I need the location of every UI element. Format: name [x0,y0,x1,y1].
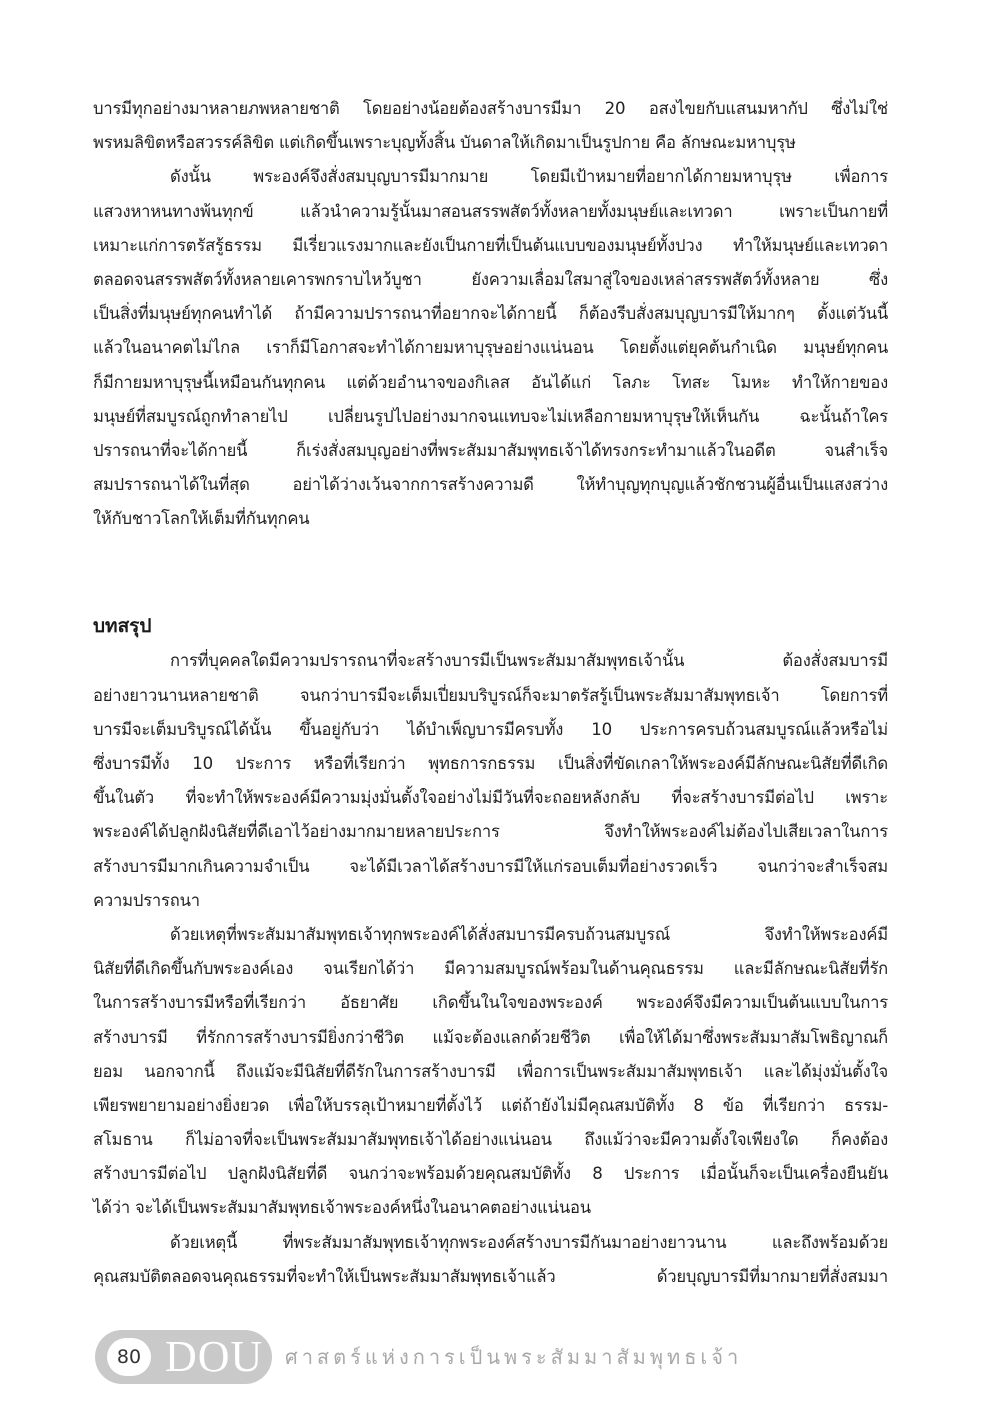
text-line: ตลอดจนสรรพสัตว์ทั้งหลายเคารพกราบไหว้บูชา ยังความเลื่อมใสมาสู่ใจของเหล่าสรรพสัตว์ทั้งหลาย ซึ่ง [93,269,888,289]
text-line: คุณสมบัติตลอดจนคุณธรรมที่จะทำให้เป็นพระสัมมาสัมพุทธเจ้าแล้ว ด้วยบุญบารมีที่มากมายที่สั่งสมมา [93,1266,888,1286]
text-line: แล้วในอนาคตไม่ไกล เราก็มีโอกาสจะทำได้กายมหาบุรุษอย่างแน่นอน โดยตั้งแต่ยุคต้นกำเนิด มนุษย์ทุกคน [93,338,888,358]
paragraph [93,160,888,536]
text-line: บารมีจะเต็มบริบูรณ์ได้นั้น ขึ้นอยู่กับว่า ได้บำเพ็ญบารมีครบทั้ง 10 ประการครบถ้วนสมบูรณ์แล้วหรือไม่ [93,719,888,739]
text-line: เป็นสิ่งที่มนุษย์ทุกคนทำได้ ถ้ามีความปรารถนาที่อยากจะได้กายนี้ ก็ต้องรีบสั่งสมบุญบารมีให้มากๆ ตั้งแต่วันนี้ [93,304,888,324]
text-line: มนุษย์ที่สมบูรณ์ถูกทำลายไป เปลี่ยนรูปไปอย่างมากจนแทบจะไม่เหลือกายมหาบุรุษให้เห็นกัน ฉะนั้นถ้าใคร [93,406,888,426]
section-heading: บทสรุป [93,615,152,638]
book-title: ศาสตร์แห่งการเป็นพระสัมมาสัมพุทธเจ้า [285,1345,743,1369]
section-gap [93,536,888,604]
paragraph [93,92,888,160]
text-line: แสวงหาหนทางพ้นทุกข์ แล้วนำความรู้นั้นมาสอนสรรพสัตว์ทั้งหลายทั้งมนุษย์และเทวดา เพราะเป็นกายที่ [93,201,888,221]
text-line: ความปรารถนา [93,890,200,910]
text-line: พรหมลิขิตหรือสวรรค์ลิขิต แต่เกิดขึ้นเพราะบุญทั้งสิ้น บันดาลให้เกิดมาเป็นรูปกาย คือ ลักษณะมหาบุรุษ [93,133,796,153]
paragraph [93,1226,888,1294]
text-line: ในการสร้างบารมีหรือที่เรียกว่า อัธยาศัย เกิดขึ้นในใจของพระองค์ พระองค์จึงมีความเป็นต้นแบบในการ [93,993,888,1013]
text-line: สร้างบารมีมากเกินความจำเป็น จะได้มีเวลาได้สร้างบารมีให้แก่รอบเต็มที่อย่างรวดเร็ว จนกว่าจะสำเร็จสม [93,856,888,876]
text-line: ด้วยเหตุนี้ ที่พระสัมมาสัมพุทธเจ้าทุกพระองค์สร้างบารมีกันมาอย่างยาวนาน และถึงพร้อมด้วย [170,1232,888,1252]
text-line: บารมีทุกอย่างมาหลายภพหลายชาติ โดยอย่างน้อยต้องสร้างบารมีมา 20 อสงไขยกับแสนมหากัป ซึ่งไม่ใช่ [93,99,888,118]
text-line: สมปรารถนาได้ในที่สุด อย่าได้ว่างเว้นจากการสร้างความดี ให้ทำบุญทุกบุญแล้วชักชวนผู้อื่นเป็นแสงสว่าง [93,475,888,495]
text-line: ด้วยเหตุที่พระสัมมาสัมพุทธเจ้าทุกพระองค์ได้สั่งสมบารมีครบถ้วนสมบูรณ์ จึงทำให้พระองค์มี [170,924,888,944]
paragraph [93,918,888,1226]
text-line: สโมธาน ก็ไม่อาจที่จะเป็นพระสัมมาสัมพุทธเจ้าได้อย่างแน่นอน ถึงแม้ว่าจะมีความตั้งใจเพียงใด ก็คงต้อง [93,1130,888,1150]
paragraph [93,644,888,918]
text-line: ได้ว่า จะได้เป็นพระสัมมาสัมพุทธเจ้าพระองค์หนึ่งในอนาคตอย่างแน่นอน [93,1198,591,1218]
dou-logo: DOU [165,1332,264,1381]
text-line: อย่างยาวนานหลายชาติ จนกว่าบารมีจะเต็มเปี่ยมบริบูรณ์ก็จะมาตรัสรู้เป็นพระสัมมาสัมพุทธเจ้า โดยการที่ [93,685,888,705]
footer-badge [95,1330,272,1384]
text-line: นิสัยที่ดีเกิดขึ้นกับพระองค์เอง จนเรียกได้ว่า มีความสมบูรณ์พร้อมในด้านคุณธรรม และมีลักษณะนิสัยที่รัก [93,959,888,979]
page-number: 80 [107,1338,151,1376]
page-body [93,92,888,1294]
text-line: ก็มีกายมหาบุรุษนี้เหมือนกันทุกคน แต่ด้วยอำนาจของกิเลส อันได้แก่ โลภะ โทสะ โมหะ ทำให้กายของ [93,372,888,392]
text-line: ปรารถนาที่จะได้กายนี้ ก็เร่งสั่งสมบุญอย่างที่พระสัมมาสัมพุทธเจ้าได้ทรงกระทำมาแล้วในอดีต จนสำเร็จ [93,440,888,460]
text-line: ขึ้นในตัว ที่จะทำให้พระองค์มีความมุ่งมั่นตั้งใจอย่างไม่มีวันที่จะถอยหลังกลับ ที่จะสร้างบารมีต่อไป เพราะ [93,788,888,808]
text-line: ให้กับชาวโลกให้เต็มที่กันทุกคน [93,509,310,529]
text-line: เพียรพยายามอย่างยิ่งยวด เพื่อให้บรรลุเป้าหมายที่ตั้งไว้ แต่ถ้ายังไม่มีคุณสมบัติทั้ง 8 ข้อ ที่เรียกว่า ธรรม- [93,1095,888,1115]
text-line: สร้างบารมี ที่รักการสร้างบารมียิ่งกว่าชีวิต แม้จะต้องแลกด้วยชีวิต เพื่อให้ได้มาซึ่งพระสัมมาสัมโพธิญาณก็ [93,1027,888,1047]
text-line: ดังนั้น พระองค์จึงสั่งสมบุญบารมีมากมาย โดยมีเป้าหมายที่อยากได้กายมหาบุรุษ เพื่อการ [170,167,888,187]
text-line: เหมาะแก่การตรัสรู้ธรรม มีเรี่ยวแรงมากและยังเป็นกายที่เป็นต้นแบบของมนุษย์ทั้งปวง ทำให้มนุษย์และเทวดา [93,235,888,255]
text-line: ยอม นอกจากนี้ ถึงแม้จะมีนิสัยที่ดีรักในการสร้างบารมี เพื่อการเป็นพระสัมมาสัมพุทธเจ้า และได้มุ่งมั่นตั้งใจ [93,1061,888,1081]
page-footer [95,1330,895,1384]
text-line: สร้างบารมีต่อไป ปลูกฝังนิสัยที่ดี จนกว่าจะพร้อมด้วยคุณสมบัติทั้ง 8 ประการ เมื่อนั้นก็จะเป็นเครื่องยืนยัน [93,1164,888,1184]
text-line: พระองค์ได้ปลูกฝังนิสัยที่ดีเอาไว้อย่างมากมายหลายประการ จึงทำให้พระองค์ไม่ต้องไปเสียเวลาในการ [93,822,888,842]
text-line: การที่บุคคลใดมีความปรารถนาที่จะสร้างบารมีเป็นพระสัมมาสัมพุทธเจ้านั้น ต้องสั่งสมบารมี [170,651,888,671]
text-line: ซึ่งบารมีทั้ง 10 ประการ หรือที่เรียกว่า พุทธการกธรรม เป็นสิ่งที่ขัดเกลาให้พระองค์มีลักษณะนิสัยที่ดีเกิด [93,754,888,773]
